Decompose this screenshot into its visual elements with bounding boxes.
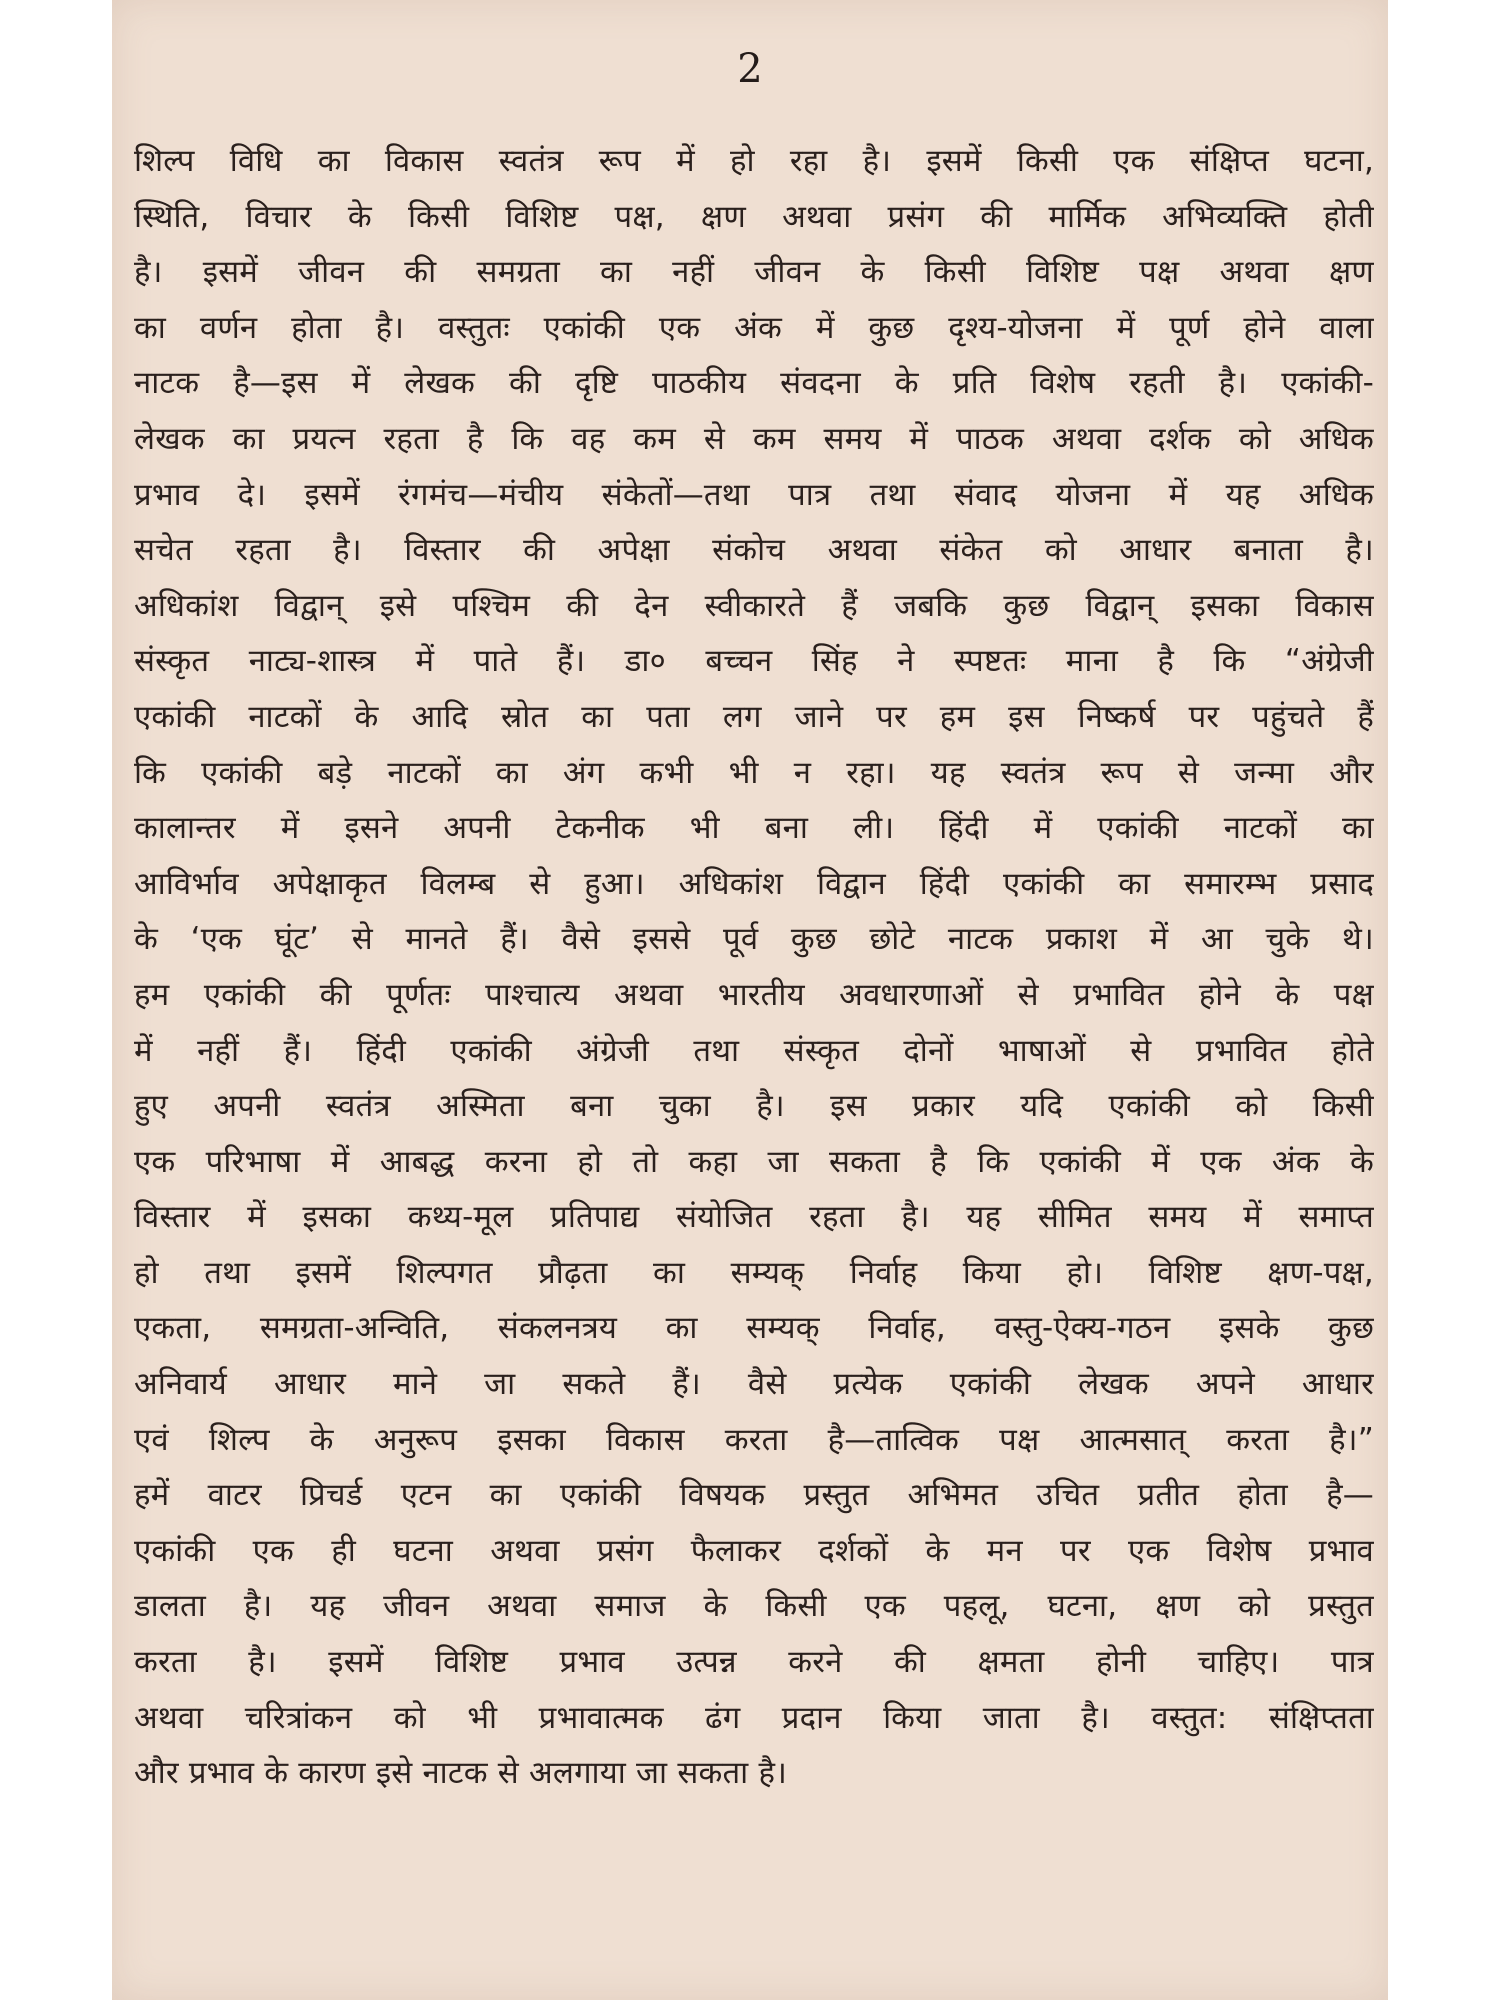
text-line: एकांकी नाटकों के आदि स्रोत का पता लग जाने पर हम इस निष्कर्ष पर पहुंचते हैं <box>134 698 1374 735</box>
text-line: एक परिभाषा में आबद्ध करना हो तो कहा जा सकता है कि एकांकी में एक अंक के <box>134 1143 1374 1180</box>
text-line: आविर्भाव अपेक्षाकृत विलम्ब से हुआ। अधिकांश विद्वान हिंदी एकांकी का समारम्भ प्रसाद <box>134 865 1374 902</box>
page-number: 2 <box>737 46 763 92</box>
text-line: का वर्णन होता है। वस्तुतः एकांकी एक अंक में कुछ दृश्य-योजना में पूर्ण होने वाला <box>134 309 1374 346</box>
text-line: स्थिति, विचार के किसी विशिष्ट पक्ष, क्षण अथवा प्रसंग की मार्मिक अभिव्यक्ति होती <box>134 198 1374 235</box>
text-line: शिल्प विधि का विकास स्वतंत्र रूप में हो रहा है। इसमें किसी एक संक्षिप्त घटना, <box>134 143 1374 179</box>
text-line: नाटक है—इस में लेखक की दृष्टि पाठकीय संवदना के प्रति विशेष रहती है। एकांकी- <box>134 365 1374 402</box>
text-line: कालान्तर में इसने अपनी टेकनीक भी बना ली। हिंदी में एकांकी नाटकों का <box>134 810 1374 847</box>
text-line: प्रभाव दे। इसमें रंगमंच—मंचीय संकेतों—तथा पात्र तथा संवाद योजना में यह अधिक <box>134 476 1374 513</box>
text-line: हुए अपनी स्वतंत्र अस्मिता बना चुका है। इस प्रकार यदि एकांकी को किसी <box>134 1088 1374 1125</box>
text-line: अनिवार्य आधार माने जा सकते हैं। वैसे प्रत्येक एकांकी लेखक अपने आधार <box>134 1366 1374 1403</box>
text-line: एकांकी एक ही घटना अथवा प्रसंग फैलाकर दर्शकों के मन पर एक विशेष प्रभाव <box>134 1532 1374 1569</box>
text-line: और प्रभाव के कारण इसे नाटक से अलगाया जा सकता है। <box>134 1755 788 1792</box>
book-page <box>112 0 1388 2000</box>
text-line: सचेत रहता है। विस्तार की अपेक्षा संकोच अथवा संकेत को आधार बनाता है। <box>134 532 1374 569</box>
text-line: अथवा चरित्रांकन को भी प्रभावात्मक ढंग प्रदान किया जाता है। वस्तुत: संक्षिप्तता <box>134 1699 1374 1736</box>
text-line: एवं शिल्प के अनुरूप इसका विकास करता है—तात्विक पक्ष आत्मसात् करता है।” <box>134 1421 1374 1458</box>
text-line: डालता है। यह जीवन अथवा समाज के किसी एक पहलू, घटना, क्षण को प्रस्तुत <box>134 1588 1374 1625</box>
text-line: में नहीं हैं। हिंदी एकांकी अंग्रेजी तथा संस्कृत दोनों भाषाओं से प्रभावित होते <box>134 1032 1374 1069</box>
text-line: विस्तार में इसका कथ्य-मूल प्रतिपाद्य संयोजित रहता है। यह सीमित समय में समाप्त <box>134 1199 1374 1236</box>
text-line: हम एकांकी की पूर्णतः पाश्चात्य अथवा भारतीय अवधारणाओं से प्रभावित होने के पक्ष <box>134 976 1374 1013</box>
text-line: के ‘एक घूंट’ से मानते हैं। वैसे इससे पूर्व कुछ छोटे नाटक प्रकाश में आ चुके थे। <box>134 921 1374 958</box>
text-line: कि एकांकी बड़े नाटकों का अंग कभी भी न रहा। यह स्वतंत्र रूप से जन्मा और <box>134 754 1374 791</box>
body-text <box>134 134 1374 1802</box>
text-line: अधिकांश विद्वान् इसे पश्चिम की देन स्वीकारते हैं जबकि कुछ विद्वान् इसका विकास <box>134 587 1374 624</box>
text-line: हमें वाटर प्रिचर्ड एटन का एकांकी विषयक प्रस्तुत अभिमत उचित प्रतीत होता है— <box>134 1477 1374 1514</box>
text-line: लेखक का प्रयत्न रहता है कि वह कम से कम समय में पाठक अथवा दर्शक को अधिक <box>134 420 1374 457</box>
text-line: एकता, समग्रता-अन्विति, संकलनत्रय का सम्यक् निर्वाह, वस्तु-ऐक्य-गठन इसके कुछ <box>134 1310 1374 1347</box>
text-line: करता है। इसमें विशिष्ट प्रभाव उत्पन्न करने की क्षमता होनी चाहिए। पात्र <box>134 1644 1374 1681</box>
text-line: है। इसमें जीवन की समग्रता का नहीं जीवन के किसी विशिष्ट पक्ष अथवा क्षण <box>134 254 1374 291</box>
text-line: संस्कृत नाट्य-शास्त्र में पाते हैं। डा० बच्चन सिंह ने स्पष्टतः माना है कि “अंग्रेजी <box>134 643 1374 680</box>
text-line: हो तथा इसमें शिल्पगत प्रौढ़ता का सम्यक् निर्वाह किया हो। विशिष्ट क्षण-पक्ष, <box>134 1254 1374 1291</box>
